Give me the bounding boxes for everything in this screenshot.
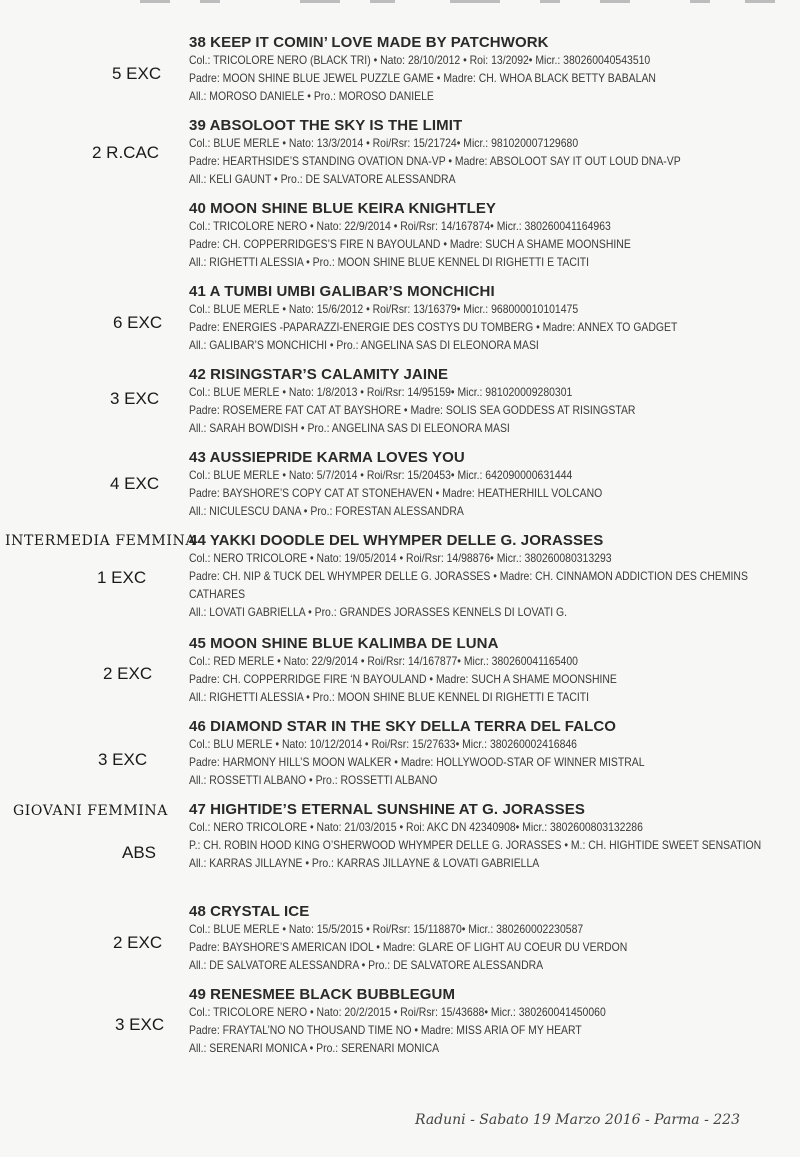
dog-entry-48 bbox=[189, 902, 789, 975]
entry-parents-line: Padre: HEARTHSIDE’S STANDING OVATION DNA-VP • Madre: ABSOLOOT SAY IT OUT LOUD DNA-VP bbox=[189, 155, 681, 168]
result-entry-42: 3 EXC bbox=[110, 389, 160, 408]
dog-entry-45 bbox=[189, 634, 789, 707]
entry-color-line: Col.: BLUE MERLE • Nato: 1/8/2013 • Roi/Rsr: 14/95159• Micr.: 981020009280301 bbox=[189, 386, 573, 399]
entry-owner-line: All.: DE SALVATORE ALESSANDRA • Pro.: DE SALVATORE ALESSANDRA bbox=[189, 959, 544, 972]
dog-entry-46 bbox=[189, 717, 789, 790]
entry-title: 42 RISINGSTAR’S CALAMITY JAINE bbox=[189, 366, 449, 383]
dog-entry-40 bbox=[189, 199, 789, 272]
result-entry-43: 4 EXC bbox=[110, 474, 160, 493]
entry-title: 44 YAKKI DOODLE DEL WHYMPER DELLE G. JORASSES bbox=[189, 532, 604, 549]
entry-owner-line: All.: SERENARI MONICA • Pro.: SERENARI MONICA bbox=[189, 1042, 440, 1055]
dog-entry-47 bbox=[189, 800, 789, 873]
entry-color-line: Col.: TRICOLORE NERO • Nato: 22/9/2014 • Roi/Rsr: 14/167874• Micr.: 380260041164963 bbox=[189, 220, 611, 233]
entry-title: 39 ABSOLOOT THE SKY IS THE LIMIT bbox=[189, 117, 463, 134]
entry-title: 38 KEEP IT COMIN’ LOVE MADE BY PATCHWORK bbox=[189, 34, 549, 51]
entry-title: 40 MOON SHINE BLUE KEIRA KNIGHTLEY bbox=[189, 200, 497, 217]
entry-title: 49 RENESMEE BLACK BUBBLEGUM bbox=[189, 986, 456, 1003]
entry-title: 46 DIAMOND STAR IN THE SKY DELLA TERRA DEL FALCO bbox=[189, 718, 617, 735]
entry-title: 43 AUSSIEPRIDE KARMA LOVES YOU bbox=[189, 449, 465, 466]
entry-title: 48 CRYSTAL ICE bbox=[189, 903, 310, 920]
page-footer: Raduni - Sabato 19 Marzo 2016 - Parma - 223 bbox=[414, 1112, 740, 1128]
entry-title: 47 HIGHTIDE’S ETERNAL SUNSHINE AT G. JORASSES bbox=[189, 801, 585, 818]
dog-entry-39 bbox=[189, 116, 789, 189]
dog-entry-43 bbox=[189, 448, 789, 521]
entry-parents-line: Padre: HARMONY HILL’S MOON WALKER • Madre: HOLLYWOOD-STAR OF WINNER MISTRAL bbox=[189, 756, 645, 769]
result-entry-39: 2 R.CAC bbox=[92, 143, 160, 162]
entry-parents-line: Padre: FRAYTAL’NO NO THOUSAND TIME NO • Madre: MISS ARIA OF MY HEART bbox=[189, 1024, 582, 1037]
dog-entry-49 bbox=[189, 985, 789, 1058]
entry-color-line: Col.: RED MERLE • Nato: 22/9/2014 • Roi/Rsr: 14/167877• Micr.: 380260041165400 bbox=[189, 655, 578, 668]
entry-owner-line: All.: RIGHETTI ALESSIA • Pro.: MOON SHINE BLUE KENNEL DI RIGHETTI E TACITI bbox=[189, 256, 590, 269]
entry-parents-line: Padre: CH. COPPERRIDGE FIRE ‘N BAYOULAND • Madre: SUCH A SHAME MOONSHINE bbox=[189, 673, 617, 686]
entry-parents-line: Padre: BAYSHORE’S COPY CAT AT STONEHAVEN • Madre: HEATHERHILL VOLCANO bbox=[189, 487, 603, 500]
entry-color-line: Col.: BLUE MERLE • Nato: 13/3/2014 • Roi/Rsr: 15/21724• Micr.: 981020007129680 bbox=[189, 137, 579, 150]
entry-color-line: Col.: TRICOLORE NERO • Nato: 20/2/2015 • Roi/Rsr: 15/43688• Micr.: 380260041450060 bbox=[189, 1006, 606, 1019]
entry-owner-line: All.: RIGHETTI ALESSIA • Pro.: MOON SHINE BLUE KENNEL DI RIGHETTI E TACITI bbox=[189, 691, 590, 704]
top-edge-marks bbox=[0, 0, 800, 6]
entry-owner-line: All.: ROSSETTI ALBANO • Pro.: ROSSETTI ALBANO bbox=[189, 774, 438, 787]
dog-entry-44 bbox=[189, 531, 789, 622]
result-entry-38: 5 EXC bbox=[112, 64, 162, 83]
entry-parents-line: Padre: ENERGIES -PAPARAZZI-ENERGIE DES COSTYS DU TOMBERG • Madre: ANNEX TO GADGET bbox=[189, 321, 678, 334]
entry-color-line: Col.: BLUE MERLE • Nato: 5/7/2014 • Roi/Rsr: 15/20453• Micr.: 642090000631444 bbox=[189, 469, 573, 482]
entry-parents-line: Padre: MOON SHINE BLUE JEWEL PUZZLE GAME • Madre: CH. WHOA BLACK BETTY BABALAN bbox=[189, 72, 656, 85]
result-entry-49: 3 EXC bbox=[115, 1015, 165, 1034]
entry-parents-line: Padre: CH. NIP & TUCK DEL WHYMPER DELLE G. JORASSES • Madre: CH. CINNAMON ADDICTION DES CHEMINS CATHARES bbox=[189, 570, 748, 601]
entry-owner-line: All.: MOROSO DANIELE • Pro.: MOROSO DANIELE bbox=[189, 90, 434, 103]
entry-owner-line: All.: SARAH BOWDISH • Pro.: ANGELINA SAS DI ELEONORA MASI bbox=[189, 422, 510, 435]
entry-title: 45 MOON SHINE BLUE KALIMBA DE LUNA bbox=[189, 635, 499, 652]
result-entry-48: 2 EXC bbox=[113, 933, 163, 952]
entry-parents-line: Padre: CH. COPPERRIDGES’S FIRE N BAYOULAND • Madre: SUCH A SHAME MOONSHINE bbox=[189, 238, 631, 251]
entry-color-line: Col.: BLU MERLE • Nato: 10/12/2014 • Roi/Rsr: 15/27633• Micr.: 380260002416846 bbox=[189, 738, 577, 751]
dog-entry-41 bbox=[189, 282, 789, 355]
entry-owner-line: All.: LOVATI GABRIELLA • Pro.: GRANDES JORASSES KENNELS DI LOVATI G. bbox=[189, 606, 568, 619]
entry-color-line: Col.: NERO TRICOLORE • Nato: 21/03/2015 • Roi: AKC DN 42340908• Micr.: 3802600803132286 bbox=[189, 821, 643, 834]
result-entry-47: ABS bbox=[122, 843, 157, 862]
entry-color-line: Col.: TRICOLORE NERO (BLACK TRI) • Nato: 28/10/2012 • Roi: 13/2092• Micr.: 380260040543510 bbox=[189, 54, 651, 67]
dog-entry-38 bbox=[189, 33, 789, 106]
dog-entry-42 bbox=[189, 365, 789, 438]
entry-owner-line: All.: GALIBAR’S MONCHICHI • Pro.: ANGELINA SAS DI ELEONORA MASI bbox=[189, 339, 539, 352]
entry-owner-line: All.: KARRAS JILLAYNE • Pro.: KARRAS JILLAYNE & LOVATI GABRIELLA bbox=[189, 857, 540, 870]
entry-owner-line: All.: NICULESCU DANA • Pro.: FORESTAN ALESSANDRA bbox=[189, 505, 464, 518]
result-entry-44: 1 EXC bbox=[97, 568, 147, 587]
entry-parents-line: Padre: BAYSHORE’S AMERICAN IDOL • Madre: GLARE OF LIGHT AU COEUR DU VERDON bbox=[189, 941, 628, 954]
entry-color-line: Col.: NERO TRICOLORE • Nato: 19/05/2014 • Roi/Rsr: 14/98876• Micr.: 380260080313293 bbox=[189, 552, 612, 565]
entry-title: 41 A TUMBI UMBI GALIBAR’S MONCHICHI bbox=[189, 283, 495, 300]
result-entry-46: 3 EXC bbox=[98, 750, 148, 769]
entry-parents-line: P.: CH. ROBIN HOOD KING O’SHERWOOD WHYMPER DELLE G. JORASSES • M.: CH. HIGHTIDE SWEET SENSATION bbox=[189, 839, 762, 852]
result-entry-41: 6 EXC bbox=[113, 313, 163, 332]
section-label-intermedia: INTERMEDIA FEMMINA bbox=[5, 533, 197, 549]
entry-color-line: Col.: BLUE MERLE • Nato: 15/5/2015 • Roi/Rsr: 15/118870• Micr.: 380260002230587 bbox=[189, 923, 584, 936]
entry-parents-line: Padre: ROSEMERE FAT CAT AT BAYSHORE • Madre: SOLIS SEA GODDESS AT RISINGSTAR bbox=[189, 404, 636, 417]
entry-owner-line: All.: KELI GAUNT • Pro.: DE SALVATORE ALESSANDRA bbox=[189, 173, 456, 186]
section-label-giovani: GIOVANI FEMMINA bbox=[13, 803, 168, 819]
result-entry-45: 2 EXC bbox=[103, 664, 153, 683]
entry-color-line: Col.: BLUE MERLE • Nato: 15/6/2012 • Roi/Rsr: 13/16379• Micr.: 968000010101475 bbox=[189, 303, 579, 316]
